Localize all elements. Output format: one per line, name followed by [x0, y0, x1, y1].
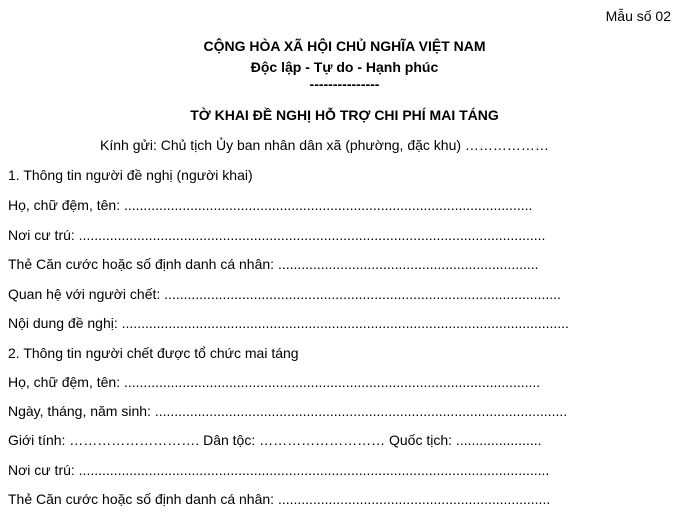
relationship-field: Quan hệ với người chết: ......................................................................................................	[8, 286, 561, 302]
applicant-id-field: Thẻ Căn cước hoặc số định danh cá nhân: ...................................................................	[8, 256, 539, 272]
document-title: TỜ KHAI ĐỀ NGHỊ HỖ TRỢ CHI PHÍ MAI TÁNG	[190, 107, 499, 123]
applicant-name-field: Họ, chữ đệm, tên: .........................................................................................................	[8, 197, 533, 213]
applicant-residence-field: Nơi cư trú: ........................................................................................................................	[8, 227, 546, 243]
nation-heading: CỘNG HÒA XÃ HỘI CHỦ NGHĨA VIỆT NAM	[203, 38, 486, 54]
deceased-residence-field: Nơi cư trú: .........................................................................................................................	[8, 462, 550, 478]
section2-heading: 2. Thông tin người chết được tổ chức mai táng	[8, 345, 299, 361]
deceased-name-field: Họ, chữ đệm, tên: ...........................................................................................................	[8, 374, 541, 390]
section1-heading: 1. Thông tin người đề nghị (người khai)	[8, 167, 253, 183]
form-number: Mẫu số 02	[605, 8, 671, 24]
motto: Độc lập - Tự do - Hạnh phúc	[250, 59, 439, 75]
recipient-line: Kính gửi: Chủ tịch Ủy ban nhân dân xã (phường, đặc khu) ………………	[100, 137, 549, 153]
header-divider: ---------------	[309, 76, 380, 92]
deceased-gender-ethnicity-nationality-field: Giới tính: ………………………. Dân tộc: ……………………… Quốc tịch: ......................	[8, 432, 542, 448]
request-content-field: Nội dung đề nghị: ...................................................................................................................	[8, 315, 569, 331]
deceased-birth-date-field: Ngày, tháng, năm sinh: ..........................................................................................................	[8, 403, 568, 419]
deceased-id-field: Thẻ Căn cước hoặc số định danh cá nhân: ......................................................................	[8, 491, 551, 507]
